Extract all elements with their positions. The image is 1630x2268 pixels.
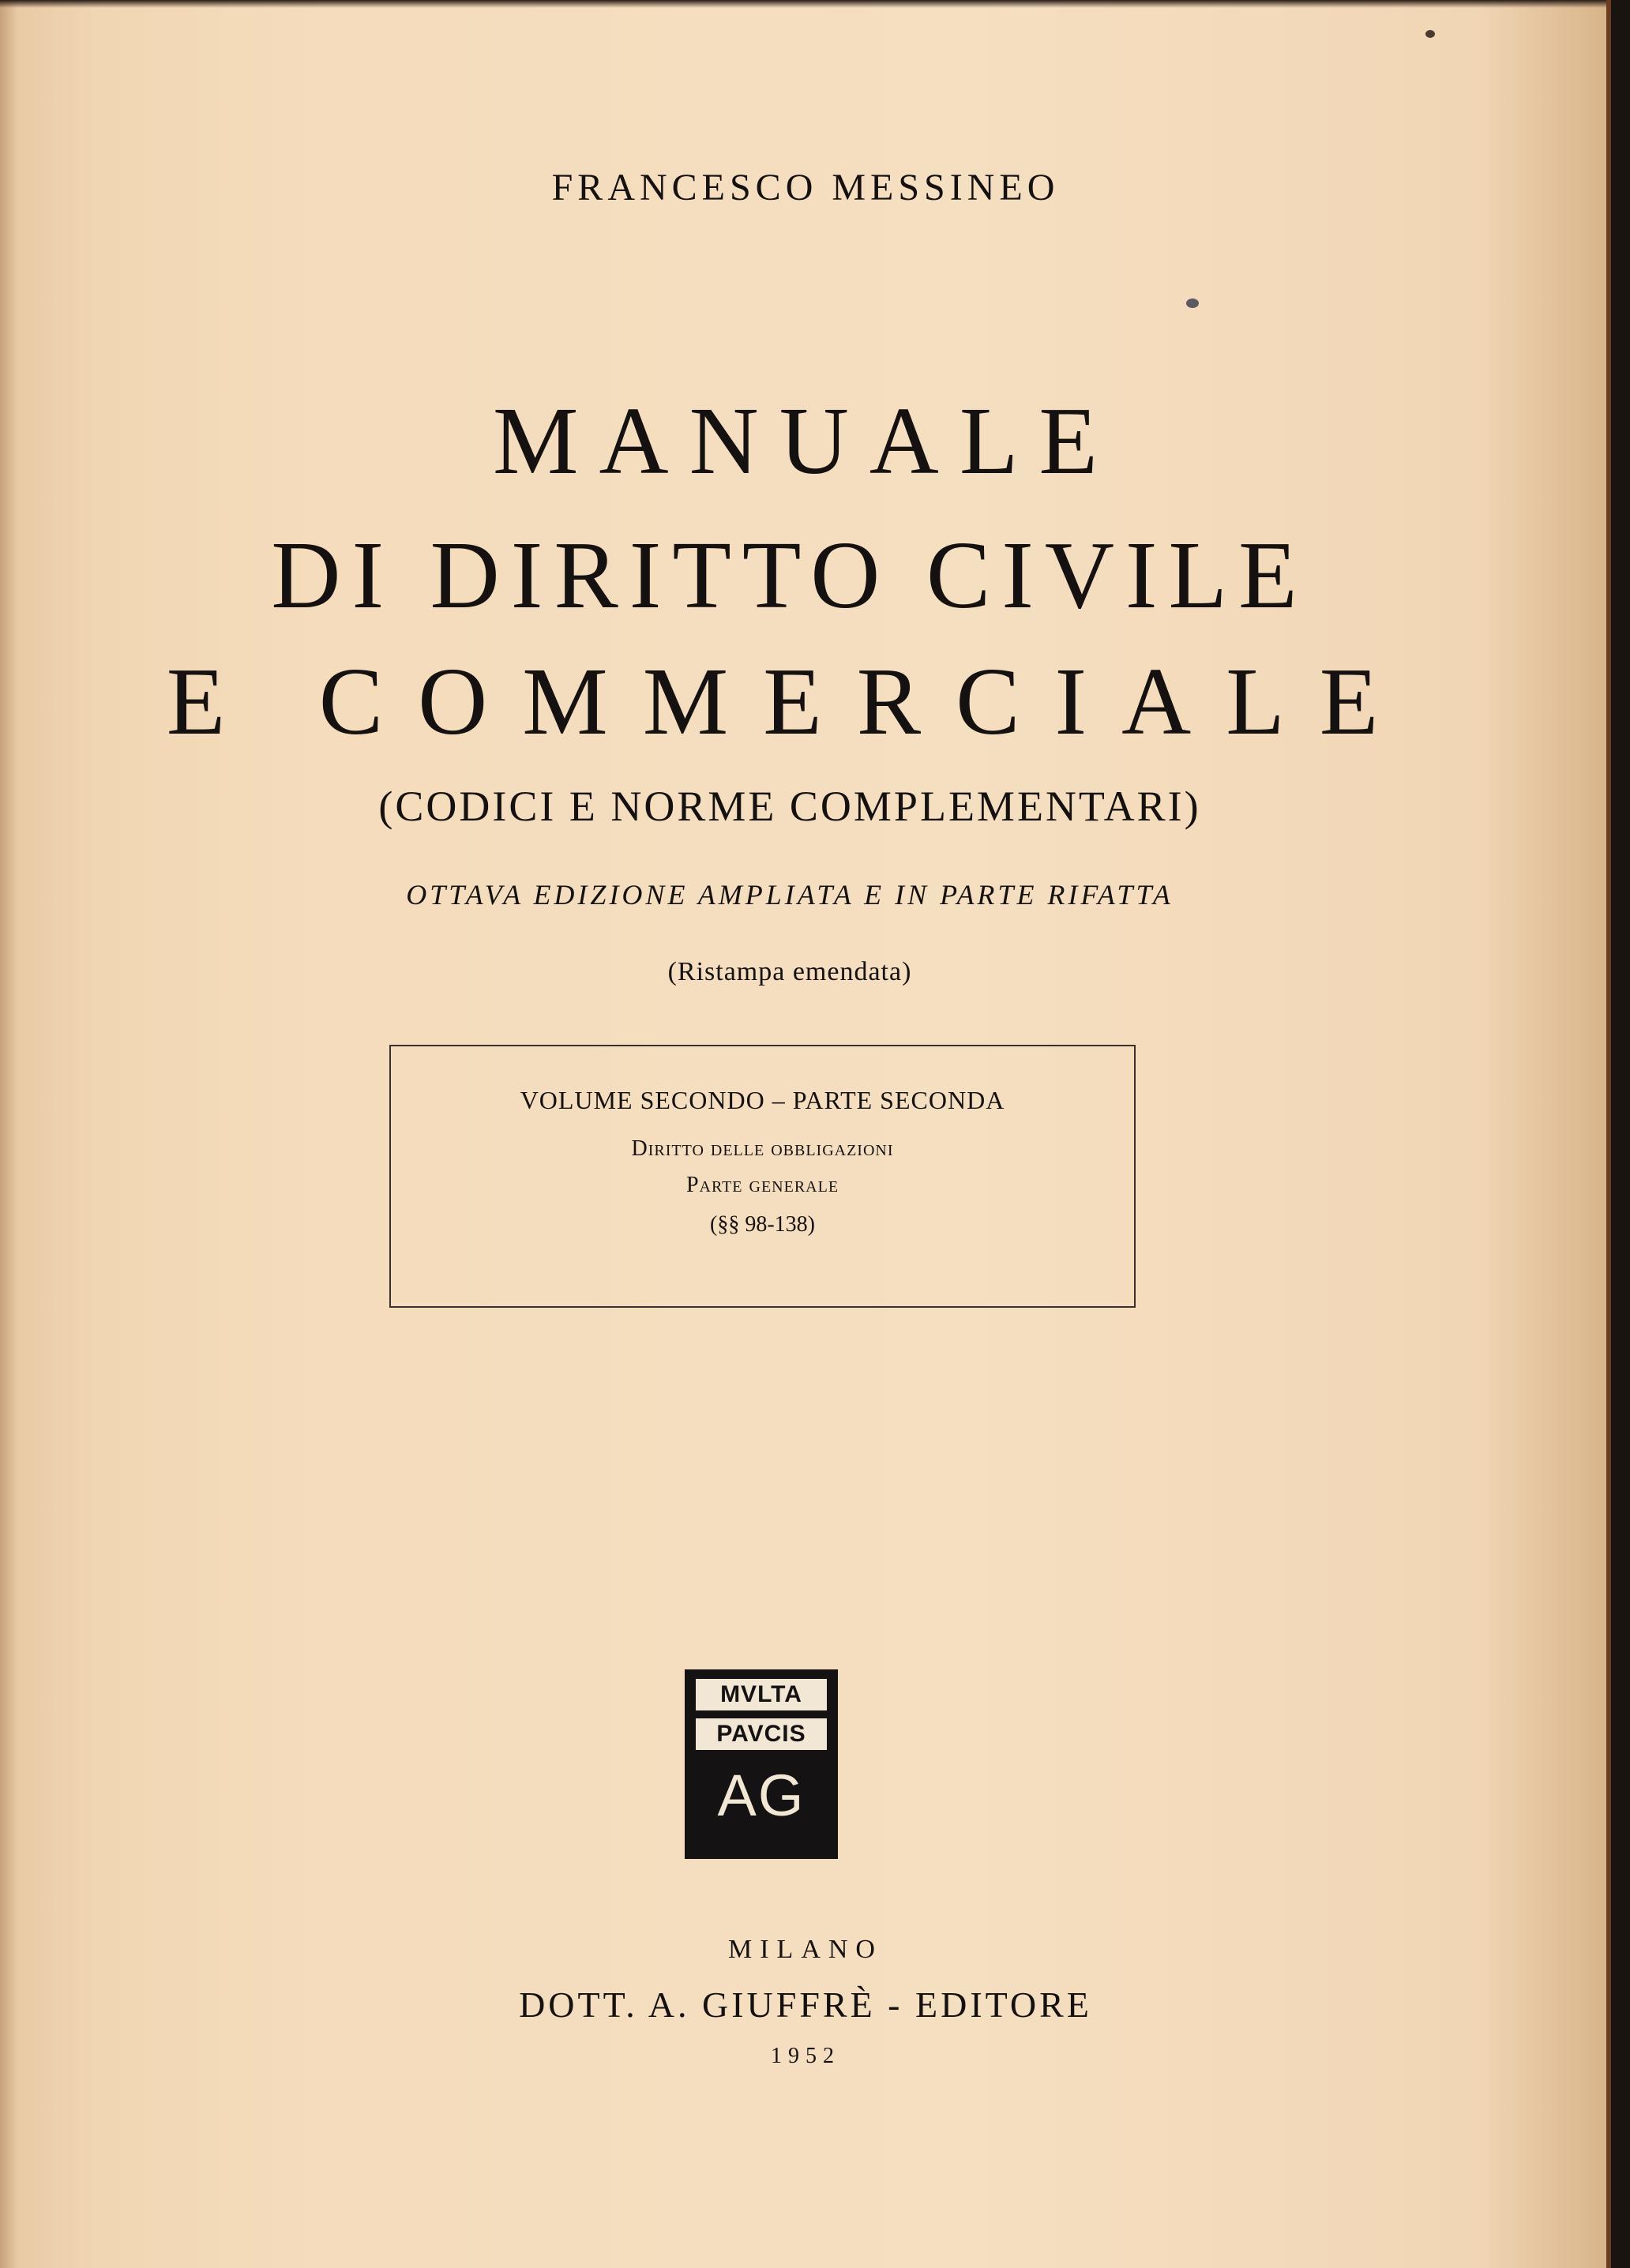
paper-speck <box>1425 30 1435 38</box>
paper-speck <box>1186 299 1199 308</box>
publisher-logo <box>685 1669 838 1859</box>
volume-topic: Diritto delle obbligazioni <box>631 1136 894 1161</box>
book-title-line-3: E COMMERCIALE <box>166 648 1414 755</box>
volume-title: VOLUME SECONDO – PARTE SECONDA <box>520 1086 1005 1114</box>
imprint-city: MILANO <box>728 1935 883 1964</box>
logo-band-multa: MVLTA <box>696 1679 827 1710</box>
page-top-shadow <box>0 0 1606 8</box>
author-name: FRANCESCO MESSINEO <box>551 167 1060 208</box>
volume-info-box <box>389 1045 1136 1308</box>
volume-sections: (§§ 98-138) <box>710 1212 815 1237</box>
reprint-note: (Ristampa emendata) <box>667 957 912 986</box>
logo-monogram: AG <box>717 1763 806 1828</box>
book-title-line-1: MANUALE <box>493 388 1118 494</box>
volume-part: Parte generale <box>685 1173 839 1197</box>
logo-band-paucis: PAVCIS <box>696 1718 827 1750</box>
edition-statement: OTTAVA EDIZIONE AMPLIATA E IN PARTE RIFATTA <box>406 879 1174 911</box>
imprint-publisher: DOTT. A. GIUFFRÈ - EDITORE <box>519 1984 1092 2025</box>
book-title-line-2: DI DIRITTO CIVILE <box>271 522 1309 629</box>
book-subtitle: (CODICI E NORME COMPLEMENTARI) <box>378 783 1201 830</box>
imprint-year: 1952 <box>771 2044 840 2068</box>
